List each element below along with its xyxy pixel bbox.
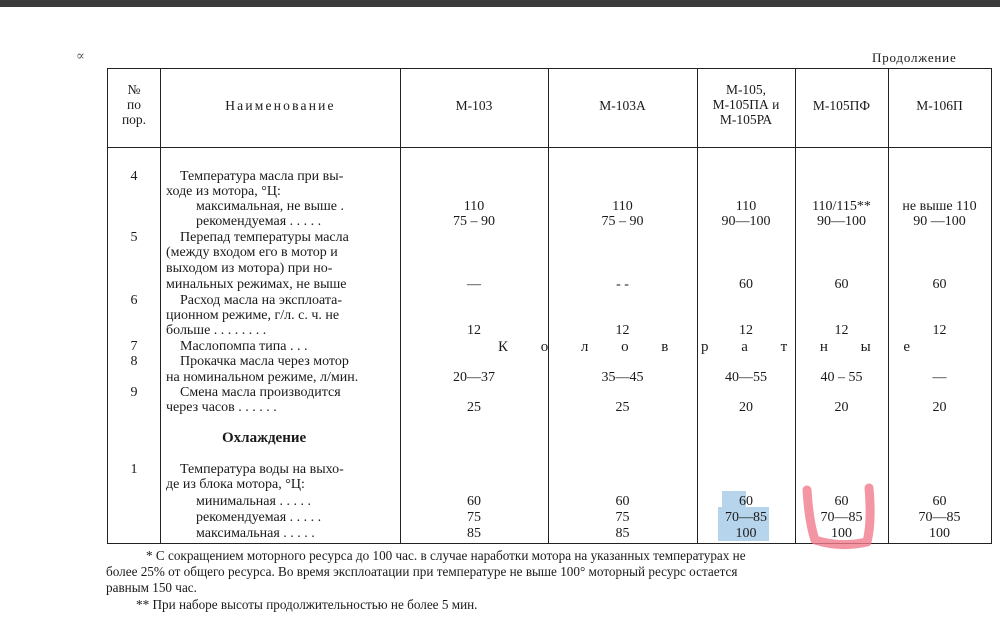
row8-val-m103: 20—37 (453, 370, 495, 385)
row7-name: Маслопомпа типа . . . (180, 339, 308, 354)
row1-rec-m103: 75 (467, 510, 481, 525)
row5-val-m103: — (467, 277, 481, 292)
footnote-2: ** При наборе высоты продолжительностью не более 5 мин. (136, 597, 478, 612)
row1-min-m103a: 60 (615, 494, 630, 509)
row1-rec-m106p: 70—85 (918, 510, 961, 525)
row8-name-line1: Прокачка масла через мотор (180, 354, 349, 369)
header-name: Наименование (225, 98, 336, 113)
header-num-line: пор. (121, 112, 147, 127)
row4-max-m106p: не выше 110 (902, 199, 977, 214)
row5-val-m105pf: 60 (834, 277, 849, 292)
row-num-4: 4 (130, 169, 138, 184)
col-line-3 (548, 68, 549, 544)
col-line-7 (991, 68, 992, 544)
row4-rec-m105: 90—100 (721, 214, 771, 229)
row1-name-line5: максимальная . . . . . (196, 526, 315, 541)
row1-rec-m105pf: 70—85 (820, 510, 863, 525)
row8-name-line2: на номинальном режиме, л/мин. (166, 370, 359, 385)
row1-min-m105: 60 (739, 494, 753, 509)
row-num-8: 8 (130, 354, 138, 369)
spread-letter: К (498, 339, 509, 355)
row1-max-m105: 100 (735, 526, 757, 541)
row6-name-line2: ционном режиме, г/л. с. ч. не (166, 308, 340, 323)
row9-val-m103a: 25 (615, 400, 630, 415)
row4-rec-m106p: 90 —100 (913, 214, 966, 229)
row1-max-m103: 85 (467, 526, 481, 541)
row4-name-line3: максимальная, не выше . (196, 199, 344, 214)
row1-rec-m105: 70—85 (725, 510, 767, 525)
header-m105-line: М-105, (725, 82, 767, 97)
row4-rec-m105pf: 90—100 (817, 214, 866, 229)
row4-max-m105pf: 110/115** (812, 199, 871, 214)
header-num (108, 82, 160, 127)
footnote-1-line2: более 25% от общего ресурса. Во время эксплоатации при температуре не выше 100° моторный ресурс остается (106, 564, 738, 579)
row6-val-m105pf: 12 (834, 323, 849, 338)
row1-max-m105pf: 100 (831, 526, 852, 541)
header-m103a: М-103А (599, 98, 646, 113)
header-m106p: М-106П (916, 98, 963, 113)
header-num-line: № (127, 82, 141, 97)
row1-min-m103: 60 (467, 494, 481, 509)
row5-val-m106p: 60 (932, 277, 947, 292)
row9-val-m103: 25 (467, 400, 481, 415)
row6-val-m105: 12 (739, 323, 753, 338)
row4-max-m103a: 110 (612, 199, 633, 214)
col-line-2 (400, 68, 401, 544)
row4-max-m103: 110 (463, 199, 485, 214)
header-m105 (697, 82, 795, 127)
col-line-4 (697, 68, 698, 544)
row8-val-m106p: — (932, 370, 947, 385)
spread-letter: л (580, 339, 589, 355)
footnote-1-line1: * С сокращением моторного ресурса до 100 час. в случае наработки мотора на указанных температурах не (146, 548, 746, 563)
header-bottom-border (107, 147, 992, 148)
row1-rec-m103a: 75 (615, 510, 630, 525)
row1-name-line2: де из блока мотора, °Ц: (166, 477, 305, 492)
row5-name-line1: Перепад температуры масла (180, 230, 349, 245)
row1-name-line3: минимальная . . . . . (196, 494, 311, 509)
row-num-5: 5 (130, 230, 138, 245)
row4-rec-m103: 75 – 90 (453, 214, 495, 229)
row5-name-line2: (между входом его в мотор и (166, 245, 338, 260)
spread-letter: о (621, 339, 629, 355)
col-line-6 (888, 68, 889, 544)
row6-val-m103a: 12 (615, 323, 630, 338)
row8-val-m105pf: 40 – 55 (820, 370, 863, 385)
col-line-1 (160, 68, 161, 544)
row9-name-line2: через часов . . . . . . (166, 400, 277, 415)
header-m105pf: М-105ПФ (812, 98, 871, 113)
row4-name-line1: Температура масла при вы- (180, 169, 344, 184)
oil-pump-type-spread (498, 339, 910, 356)
row9-val-m105pf: 20 (834, 400, 849, 415)
row5-val-m105: 60 (739, 277, 753, 292)
row4-name-line4: рекомендуемая . . . . . (196, 214, 322, 229)
table-top-border (107, 68, 992, 69)
header-num-line: по (127, 97, 141, 112)
spread-letter: в (661, 339, 669, 355)
row1-name-line4: рекомендуемая . . . . . (196, 510, 322, 525)
row4-name-line2: ходе из мотора, °Ц: (166, 184, 281, 199)
row9-val-m105: 20 (739, 400, 753, 415)
row4-max-m105: 110 (735, 199, 757, 214)
continuation-label: Продолжение (872, 50, 957, 65)
spread-letter: а (741, 339, 748, 355)
row1-min-m105pf: 60 (834, 494, 849, 509)
row6-val-m103: 12 (467, 323, 481, 338)
spread-letter: т (780, 339, 788, 355)
spread-letter: о (540, 339, 549, 355)
spread-letter: ы (860, 339, 871, 355)
header-m105-line: М-105РА (719, 112, 773, 127)
row6-val-m106p: 12 (932, 323, 947, 338)
row5-name-line4: минальных режимах, не выше (166, 277, 347, 292)
row1-min-m106p: 60 (932, 494, 947, 509)
row6-name-line3: больше . . . . . . . . (166, 323, 267, 338)
spread-letter: н (819, 339, 828, 355)
row8-val-m103a: 35—45 (601, 370, 644, 385)
row6-name-line1: Расход масла на эксплоата- (180, 293, 342, 308)
spread-letter: р (701, 339, 709, 355)
row8-val-m105: 40—55 (725, 370, 767, 385)
row-num-6: 6 (130, 293, 138, 308)
row-num-7: 7 (130, 339, 138, 354)
row1-name-line1: Температура воды на выхо- (180, 462, 344, 477)
row9-val-m106p: 20 (932, 400, 947, 415)
row-num-1: 1 (130, 462, 138, 477)
row1-max-m103a: 85 (615, 526, 630, 541)
row1-max-m106p: 100 (929, 526, 950, 541)
header-m105-line: М-105ПА и (712, 97, 780, 112)
top-bar (0, 0, 1000, 7)
row9-name-line1: Смена масла производится (180, 385, 341, 400)
spread-letter: е (903, 339, 910, 355)
row5-name-line3: выходом из мотора) при но- (166, 261, 333, 276)
row5-val-m103a: - - (616, 277, 629, 292)
col-line-5 (795, 68, 796, 544)
footnote-1-line3: равным 150 час. (106, 580, 197, 595)
red-marker-annotation (795, 482, 885, 552)
row4-rec-m103a: 75 – 90 (601, 214, 644, 229)
header-m103: М-103 (455, 98, 493, 113)
section-title-cooling: Охлаждение (222, 430, 307, 446)
row-num-9: 9 (130, 385, 138, 400)
page-mark: ∝ (76, 48, 85, 63)
